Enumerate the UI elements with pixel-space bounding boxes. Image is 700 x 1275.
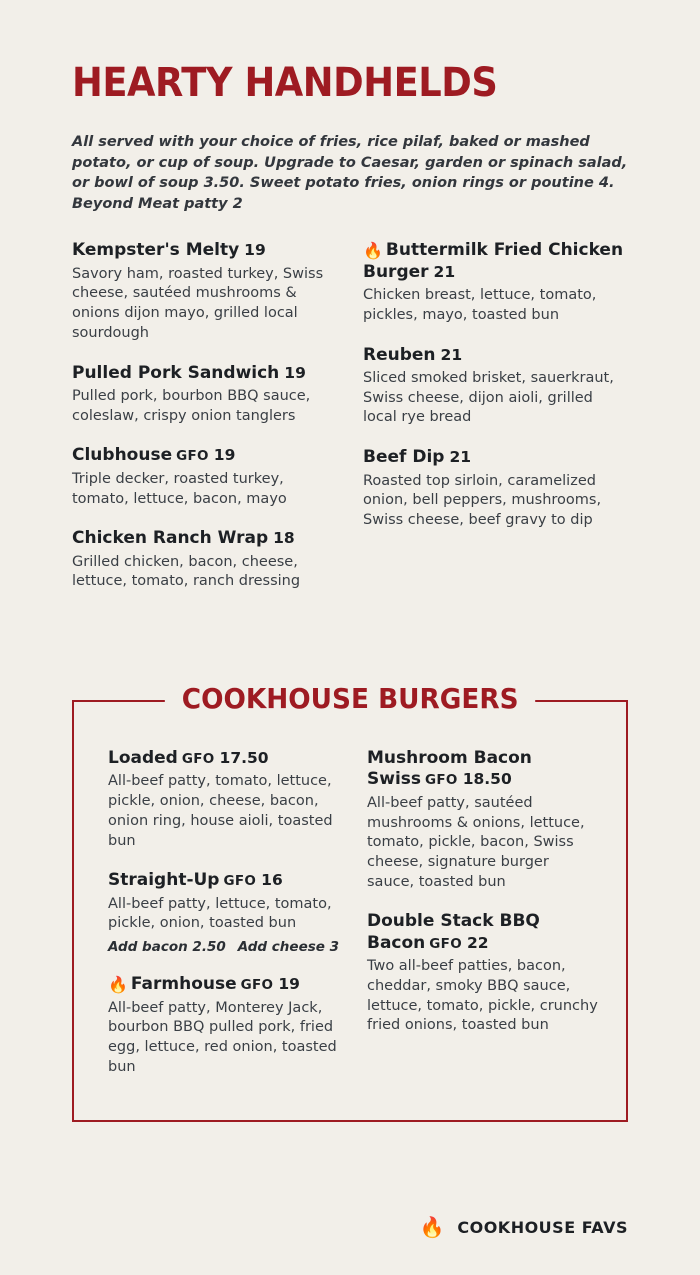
cookhouse-burgers-section bbox=[72, 682, 628, 1122]
menu-item-heading bbox=[367, 748, 600, 791]
section-intro-text: All served with your choice of fries, rice pilaf, baked or mashed potato, or cup of soup. Upgrade to Caesar, garden or spinach salad, or bowl of soup 3.50. Sweet potato fries, onion rings or poutine 4. Beyond Meat patty 2 bbox=[72, 134, 628, 212]
menu-item-description: Savory ham, roasted turkey, Swiss cheese, sautéed mushrooms & onions dijon mayo, grilled local sourdough bbox=[72, 265, 324, 341]
menu-item bbox=[72, 528, 337, 592]
menu-item-description: Roasted top sirloin, caramelized onion, bell peppers, mushrooms, Swiss cheese, beef gravy to dip bbox=[363, 472, 602, 528]
menu-item-name: Beef Dip bbox=[363, 447, 445, 468]
menu-item-heading bbox=[108, 748, 341, 769]
flame-icon: 🔥 bbox=[363, 241, 383, 261]
menu-item-name: Kempster's Melty bbox=[72, 240, 240, 261]
menu-item-description: All-beef patty, sautéed mushrooms & onions, lettuce, tomato, pickle, bacon, Swiss cheese, signature burger sauce, toasted bun bbox=[367, 794, 585, 890]
menu-item-price: 21 bbox=[433, 262, 456, 281]
menu-item-heading bbox=[363, 345, 628, 366]
menu-item-description: All-beef patty, lettuce, tomato, pickle, onion, toasted bun bbox=[108, 895, 332, 932]
menu-item bbox=[72, 240, 337, 343]
menu-item-name: Pulled Pork Sandwich bbox=[72, 362, 280, 383]
burgers-left-column bbox=[108, 748, 341, 1096]
burgers-columns bbox=[108, 748, 600, 1096]
menu-item-gfo-tag: GFO bbox=[181, 751, 215, 767]
menu-item-addons bbox=[108, 939, 341, 955]
menu-item-price: 18.50 bbox=[462, 770, 512, 789]
handhelds-right-column bbox=[363, 240, 628, 611]
menu-item-name: Chicken Ranch Wrap bbox=[72, 528, 269, 549]
menu-item-price: 19 bbox=[213, 446, 236, 465]
menu-item-price: 22 bbox=[466, 933, 489, 952]
menu-item bbox=[72, 445, 337, 509]
menu-item-price: 16 bbox=[261, 871, 283, 890]
menu-item-heading bbox=[72, 445, 337, 466]
add-bacon-label: Add bacon 2.50 bbox=[108, 939, 226, 956]
menu-item-description: Pulled pork, bourbon BBQ sauce, coleslaw, crispy onion tanglers bbox=[72, 388, 311, 424]
menu-item-description: Sliced smoked brisket, sauerkraut, Swiss cheese, dijon aioli, grilled local rye bread bbox=[363, 369, 614, 426]
menu-item bbox=[72, 363, 337, 427]
menu-item-name: Buttermilk Fried Chicken Burger bbox=[363, 240, 624, 282]
menu-item-heading bbox=[72, 528, 337, 549]
menu-item-gfo-tag: GFO bbox=[223, 873, 257, 890]
handhelds-columns bbox=[72, 240, 628, 611]
menu-item-price: 19 bbox=[244, 241, 266, 260]
menu-item-price: 18 bbox=[273, 529, 295, 548]
menu-item-heading bbox=[108, 870, 341, 891]
menu-item-heading bbox=[363, 447, 628, 468]
menu-item bbox=[363, 345, 628, 429]
menu-item-name: Double Stack BBQ Bacon bbox=[367, 911, 540, 953]
menu-item-heading bbox=[108, 974, 341, 995]
menu-item-gfo-tag: GFO bbox=[425, 772, 458, 789]
menu-item-description: Two all-beef patties, bacon, cheddar, smoky BBQ sauce, lettuce, tomato, pickle, crunchy fried onions, toasted bun bbox=[367, 958, 598, 1034]
menu-item-price: 19 bbox=[284, 363, 306, 382]
handhelds-left-column bbox=[72, 240, 337, 611]
page-title: HEARTY HANDHELDS bbox=[72, 60, 498, 106]
menu-item-name: Loaded bbox=[108, 748, 178, 768]
menu-item-price: 21 bbox=[440, 345, 463, 364]
menu-item-price: 21 bbox=[449, 448, 472, 467]
add-cheese-label: Add cheese 3 bbox=[237, 939, 340, 956]
menu-item-name: Clubhouse bbox=[72, 445, 173, 466]
menu-item bbox=[108, 870, 341, 955]
burgers-section-title bbox=[74, 682, 626, 715]
menu-item-description: Triple decker, roasted turkey, tomato, lettuce, bacon, mayo bbox=[72, 470, 287, 507]
menu-item-name: Farmhouse bbox=[130, 974, 237, 995]
menu-item-gfo-tag: GFO bbox=[240, 977, 274, 994]
menu-item-gfo-tag: GFO bbox=[429, 935, 462, 952]
menu-item-heading bbox=[72, 240, 337, 261]
menu-item-description: All-beef patty, Monterey Jack, bourbon BBQ pulled pork, fried egg, lettuce, red onion, toasted bun bbox=[108, 999, 337, 1075]
menu-item-heading bbox=[367, 911, 600, 954]
menu-item-price: 17.50 bbox=[219, 749, 269, 767]
menu-item bbox=[367, 748, 600, 892]
menu-item-description: All-beef patty, tomato, lettuce, pickle, onion, cheese, bacon, onion ring, house aioli, toasted bun bbox=[108, 773, 333, 849]
flame-icon: 🔥 bbox=[419, 1215, 445, 1239]
legend-label: COOKHOUSE FAVS bbox=[457, 1217, 628, 1237]
menu-item-gfo-tag: GFO bbox=[176, 448, 209, 465]
menu-item-price: 19 bbox=[278, 975, 300, 994]
menu-item bbox=[363, 447, 628, 531]
menu-item-description: Grilled chicken, bacon, cheese, lettuce, tomato, ranch dressing bbox=[72, 553, 301, 590]
burgers-section-title-text: COOKHOUSE BURGERS bbox=[165, 682, 536, 715]
menu-item-heading bbox=[72, 363, 337, 384]
menu-item bbox=[108, 974, 341, 1077]
menu-item-heading bbox=[363, 240, 628, 283]
menu-item bbox=[363, 240, 628, 325]
cookhouse-favs-legend bbox=[419, 1217, 628, 1237]
menu-item bbox=[108, 748, 341, 851]
menu-item-name: Mushroom Bacon Swiss bbox=[367, 748, 532, 790]
menu-item bbox=[367, 911, 600, 1036]
menu-item-description: Chicken breast, lettuce, tomato, pickles, mayo, toasted bun bbox=[363, 287, 597, 323]
flame-icon: 🔥 bbox=[108, 975, 128, 995]
menu-item-name: Reuben bbox=[363, 344, 436, 365]
menu-item-name: Straight-Up bbox=[108, 870, 220, 891]
burgers-right-column bbox=[367, 748, 600, 1096]
